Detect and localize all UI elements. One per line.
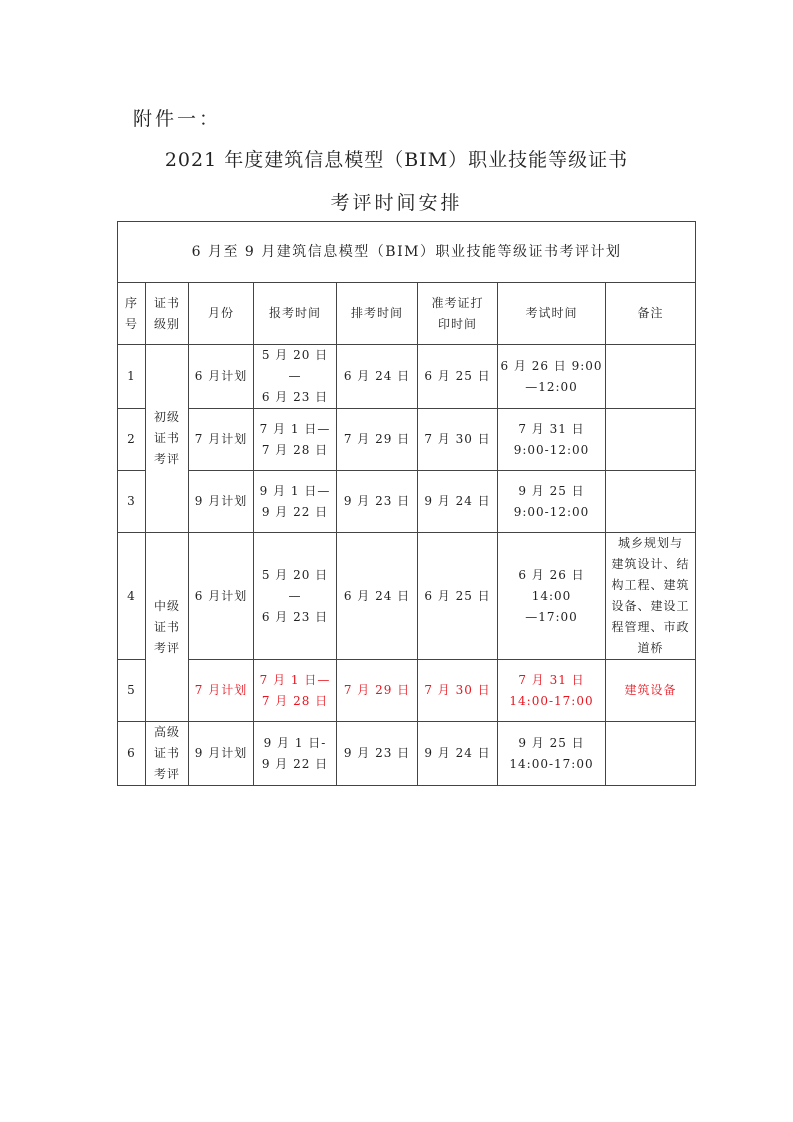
document-subtitle: 考评时间安排	[330, 192, 463, 214]
header-exam-time: 考试时间	[498, 283, 606, 345]
table-row	[118, 533, 696, 660]
cell-month: 7 月计划	[189, 660, 254, 722]
cell-month: 7 月计划	[189, 409, 254, 471]
header-month: 月份	[189, 283, 254, 345]
table-row	[118, 722, 696, 786]
cell-registration: 5 月 20 日— 6 月 23 日	[254, 345, 337, 409]
cell-exam-time: 7 月 31 日 14:00-17:00	[498, 660, 606, 722]
table-row	[118, 345, 696, 409]
cell-remarks: 建筑设备	[606, 660, 696, 722]
header-registration: 报考时间	[254, 283, 337, 345]
cell-exam-time: 9 月 25 日 9:00-12:00	[498, 471, 606, 533]
table-row	[118, 471, 696, 533]
header-level: 证书 级别	[146, 283, 189, 345]
cell-registration: 9 月 1 日- 9 月 22 日	[254, 722, 337, 786]
header-remarks: 备注	[606, 283, 696, 345]
cell-remarks	[606, 471, 696, 533]
cell-index: 3	[118, 471, 146, 533]
cell-index: 6	[118, 722, 146, 786]
table-row-highlighted	[118, 660, 696, 722]
cell-admission-print: 7 月 30 日	[418, 409, 498, 471]
header-index: 序 号	[118, 283, 146, 345]
cell-level-group: 初级 证书 考评	[146, 345, 189, 533]
cell-exam-time: 7 月 31 日 9:00-12:00	[498, 409, 606, 471]
cell-month: 6 月计划	[189, 533, 254, 660]
cell-admission-print: 7 月 30 日	[418, 660, 498, 722]
cell-arrangement: 7 月 29 日	[337, 660, 418, 722]
cell-registration: 7 月 1 日— 7 月 28 日	[254, 409, 337, 471]
table-caption: 6 月至 9 月建筑信息模型（BIM）职业技能等级证书考评计划	[118, 222, 696, 283]
cell-arrangement: 7 月 29 日	[337, 409, 418, 471]
cell-level-group: 高级 证书 考评	[146, 722, 189, 786]
cell-admission-print: 9 月 24 日	[418, 471, 498, 533]
cell-admission-print: 6 月 25 日	[418, 533, 498, 660]
cell-arrangement: 9 月 23 日	[337, 471, 418, 533]
attachment-label: 附件一：	[133, 108, 222, 130]
cell-exam-time: 6 月 26 日 14:00 —17:00	[498, 533, 606, 660]
cell-exam-time: 6 月 26 日 9:00 —12:00	[498, 345, 606, 409]
table-row	[118, 409, 696, 471]
cell-registration: 9 月 1 日— 9 月 22 日	[254, 471, 337, 533]
cell-registration: 7 月 1 日— 7 月 28 日	[254, 660, 337, 722]
cell-level-group: 中级 证书 考评	[146, 533, 189, 722]
cell-registration: 5 月 20 日— 6 月 23 日	[254, 533, 337, 660]
cell-arrangement: 9 月 23 日	[337, 722, 418, 786]
header-admission-print: 准考证打 印时间	[418, 283, 498, 345]
cell-index: 2	[118, 409, 146, 471]
cell-month: 9 月计划	[189, 471, 254, 533]
schedule-table	[117, 221, 696, 786]
header-row	[118, 283, 696, 345]
cell-month: 6 月计划	[189, 345, 254, 409]
cell-remarks	[606, 409, 696, 471]
cell-month: 9 月计划	[189, 722, 254, 786]
cell-remarks: 城乡规划与 建筑设计、结 构工程、建筑 设备、建设工 程管理、市政 道桥	[606, 533, 696, 660]
cell-arrangement: 6 月 24 日	[337, 345, 418, 409]
cell-index: 5	[118, 660, 146, 722]
cell-index: 1	[118, 345, 146, 409]
cell-remarks	[606, 722, 696, 786]
cell-index: 4	[118, 533, 146, 660]
header-arrangement: 排考时间	[337, 283, 418, 345]
document-title: 2021 年度建筑信息模型（BIM）职业技能等级证书	[164, 149, 629, 171]
cell-remarks	[606, 345, 696, 409]
cell-arrangement: 6 月 24 日	[337, 533, 418, 660]
cell-admission-print: 6 月 25 日	[418, 345, 498, 409]
cell-exam-time: 9 月 25 日 14:00-17:00	[498, 722, 606, 786]
cell-admission-print: 9 月 24 日	[418, 722, 498, 786]
